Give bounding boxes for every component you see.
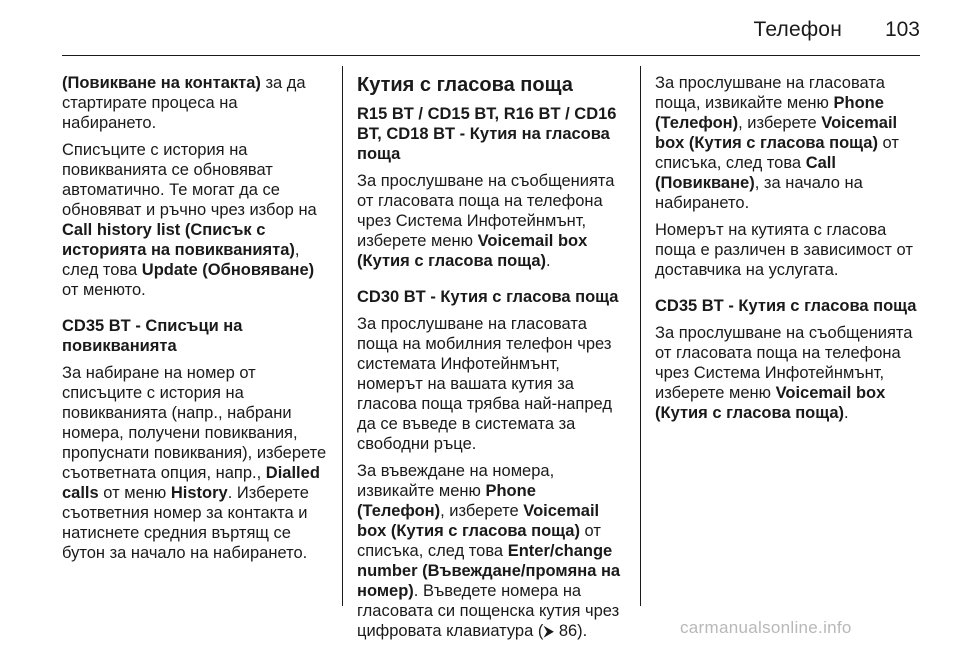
- section-heading: Кутия с гласова поща: [357, 74, 573, 96]
- page-number: 103: [884, 18, 920, 41]
- column-divider-1: [342, 66, 343, 606]
- column-2: [357, 73, 625, 649]
- watermark: carmanualsonline.info: [680, 618, 852, 637]
- paragraph: Списъците с история на повикванията се обновяват автоматично. Те могат да се обновяват и ръчно чрез избор на Call history list (Списък с историята на повикванията), след това Update (Обновяване) от менюто.: [62, 141, 317, 299]
- column-1: [62, 73, 327, 570]
- paragraph: За въвеждане на номера, извикайте меню Phone (Телефон), изберете Voicemail box (Кутия с гласова поща) от списъка, след това Enter/change number (Въвеждане/промяна на номер). Въведете номера на гласовата си пощенска кутия чрез цифровата клавиатура (⮞ 86).: [357, 462, 621, 640]
- page-header: [62, 12, 920, 52]
- header-rule: [62, 55, 920, 56]
- section-subheading: CD30 BT - Кутия с гласова поща: [357, 288, 619, 306]
- paragraph: За прослушване на съобщенията от гласовата поща на телефона чрез Система Инфотейнмънт, изберете меню Voicemail box (Кутия с гласова поща).: [357, 172, 615, 270]
- paragraph: За набиране на номер от списъците с история на повикванията (напр., набрани номера, получени повиквания, пропуснати повиквания), изберете съответната опция, напр., Dialled calls от меню History. Изберете съответния номер за контакта и натиснете средния въртящ се бутон за начало на набирането.: [62, 364, 327, 562]
- column-3: [655, 73, 920, 430]
- paragraph: За прослушване на съобщенията от гласовата поща на телефона чрез Система Инфотейнмънт, изберете меню Voicemail box (Кутия с гласова поща).: [655, 324, 913, 422]
- section-subheading: R15 BT / CD15 BT, R16 BT / CD16 BT, CD18 BT - Кутия на гласова поща: [357, 105, 617, 163]
- paragraph: Номерът на кутията с гласова поща е различен в зависимост от доставчика на услугата.: [655, 221, 913, 279]
- column-divider-2: [640, 66, 641, 606]
- paragraph: За прослушване на гласовата поща на мобилния телефон чрез системата Инфотейнмънт, номерът на вашата кутия за гласова поща трябва най-напред да се въведе в системата за свободни ръце.: [357, 315, 612, 453]
- section-subheading: CD35 BT - Кутия с гласова поща: [655, 297, 917, 315]
- page-title: Телефон: [753, 18, 842, 41]
- section-subheading: CD35 BT - Списъци на повикванията: [62, 317, 243, 355]
- paragraph: (Повикване на контакта) за да стартирате процеса на набирането.: [62, 74, 306, 132]
- page-reference-arrow-icon: ⮞: [543, 623, 555, 640]
- paragraph: За прослушване на гласовата поща, извикайте меню Phone (Телефон), изберете Voicemail box (Кутия с гласова поща) от списъка, след това Call (Повикване), за начало на набирането.: [655, 74, 899, 212]
